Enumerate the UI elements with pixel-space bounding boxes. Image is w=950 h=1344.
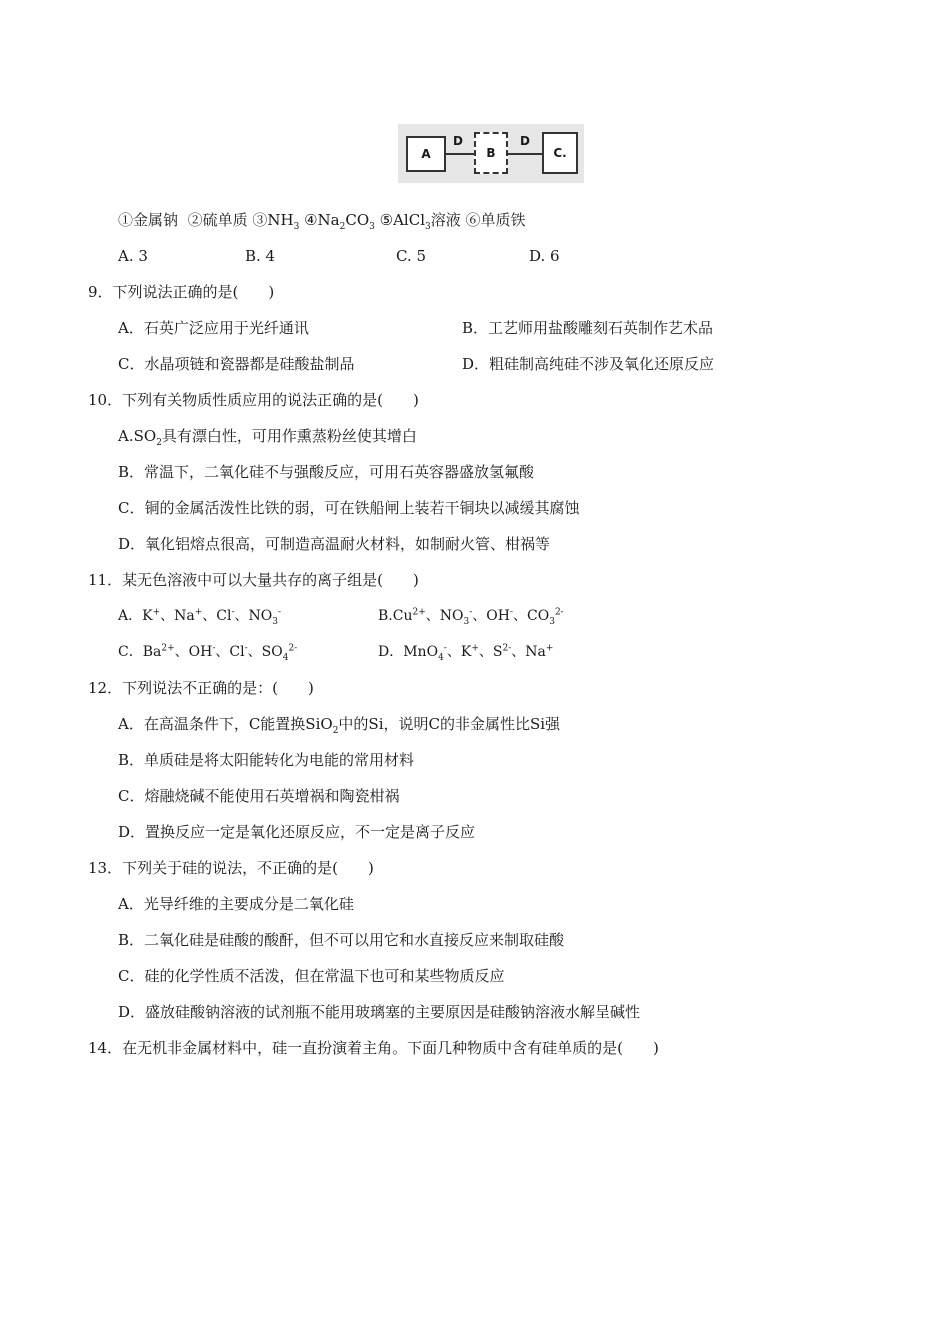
q12-option-c: C．熔融烧碱不能使用石英增祸和陶瓷柑祸 [118,787,400,805]
q11-option-d: D．MnO$_4$-、K+、$S^{2-}$、Na+ [378,643,554,663]
q11-option-c: C．$Ba^{2+}$、OH-、Cl-、$SO_4^{2-}$ [118,643,298,663]
q13-option-b: B．二氧化硅是硅酸的酸酐，但不可以用它和水直接反应来制取硅酸 [118,931,565,949]
q13-option-a: A．光导纤维的主要成分是二氧化硅 [118,895,354,913]
q12-option-d: D．置换反应一定是氧化还原反应，不一定是离子反应 [118,823,476,841]
q9-stem: 9．下列说法正确的是( ) [88,283,275,301]
q8-option-c: C. 5 [396,247,427,265]
q10-option-b: B．常温下，二氧化硅不与强酸反应，可用石英容器盛放氢氟酸 [118,463,535,481]
q9-option-a: A．石英广泛应用于光纤通讯 [118,319,309,337]
q12-stem: 12．下列说法不正确的是：( ) [88,679,314,697]
q9-option-c: C．水晶项链和瓷器都是硅酸盐制品 [118,355,355,373]
q13-option-d: D．盛放硅酸钠溶液的试剂瓶不能用玻璃塞的主要原因是硅酸钠溶液水解呈碱性 [118,1003,641,1021]
q8-option-b: B. 4 [245,247,276,265]
q10-option-a: $A.SO_2$具有漂白性，可用作熏蒸粉丝使其增白 [118,427,417,448]
q14-stem: 14．在无机非金属材料中，硅一直扮演着主角。下面几种物质中含有硅单质的是( ) [88,1039,659,1057]
q10-option-c: C．铜的金属活泼性比铁的弱，可在铁船闸上装若干铜块以减缓其腐蚀 [118,499,580,517]
diagram-arrow-2 [508,153,542,155]
diagram-arrow2-label: D [520,134,530,148]
diagram-arrow-1 [446,153,474,155]
reaction-diagram [398,124,584,183]
q13-option-c: C．硅的化学性质不活泼，但在常温下也可和某些物质反应 [118,967,505,985]
q10-option-d: D．氧化铝熔点很高，可制造高温耐火材料，如制耐火管、柑祸等 [118,535,551,553]
q11-option-b: $B.Cu^{2+}$、$NO_3^-$、OH-、$CO_3^{2-}$ [378,607,564,627]
diagram-box-a: A [406,136,446,172]
q9-option-d: D．粗硅制高纯硅不涉及氧化还原反应 [462,355,715,373]
q13-stem: 13．下列关于硅的说法，不正确的是( ) [88,859,374,877]
diagram-box-c: C. [542,132,578,174]
diagram-box-b: B [474,132,508,174]
q8-option-d: D. 6 [529,247,560,265]
q8-materials: ①金属钠 ②硫单质 $③NH_3$ $④Na_2CO_3$ ⑤AlCl$_3$溶液 ⑥单质铁 [118,211,526,232]
q12-option-a: A．在高温条件下，C能置换SiO$_2$中的Si，说明C的非金属性比Si强 [118,715,561,736]
q9-option-b: B．工艺师用盐酸雕刻石英制作艺术品 [462,319,714,337]
q11-stem: 11．某无色溶液中可以大量共存的离子组是( ) [88,571,419,589]
q10-stem: 10．下列有关物质性质应用的说法正确的是( ) [88,391,419,409]
q11-option-a: A．K+、Na+、Cl-、$NO_3^-$ [118,607,282,627]
q8-option-a: A. 3 [118,247,148,265]
q12-option-b: B．单质硅是将太阳能转化为电能的常用材料 [118,751,415,769]
diagram-arrow1-label: D [453,134,463,148]
